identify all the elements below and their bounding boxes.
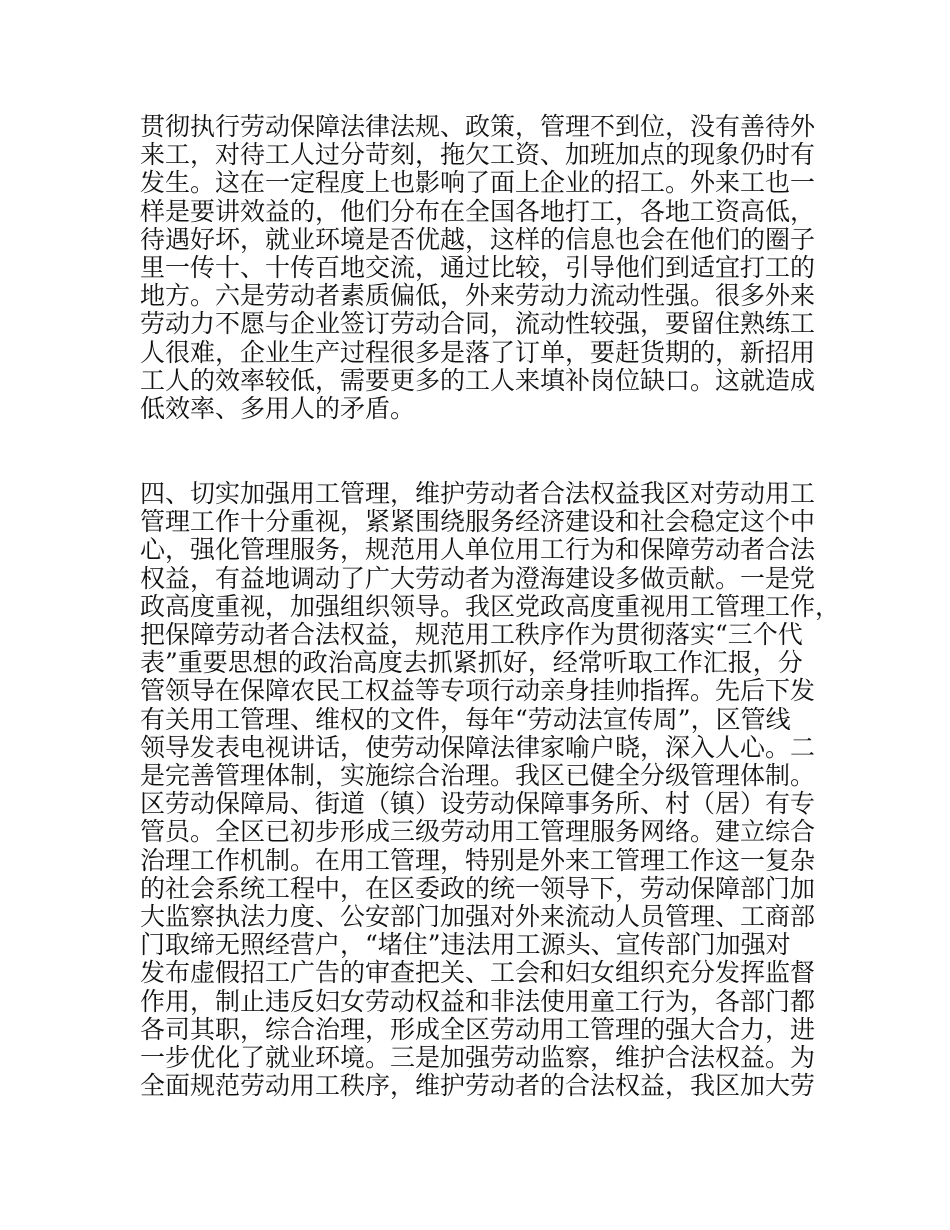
text-line: 四、切实加强用工管理，维护劳动者合法权益我区对劳动用工 (140, 479, 816, 508)
text-line: 劳动力不愿与企业签订劳动合同，流动性较强，要留住熟练工 (140, 309, 816, 339)
text-line: 样是要讲效益的，他们分布在全国各地打工，各地工资高低， (140, 196, 816, 226)
text-line: 治理工作机制。在用工管理，特别是外来工管理工作这一复杂 (140, 845, 816, 875)
text-line: 门取缔无照经营户，“堵住”违法用工源头、宣传部门加强对 (140, 930, 791, 960)
text-line: 全面规范劳动用工秩序，维护劳动者的合法权益，我区加大劳 (140, 1071, 816, 1101)
text-line: 政高度重视，加强组织领导。我区党政高度重视用工管理工作， (140, 591, 841, 621)
text-line: 低效率、多用人的矛盾。 (140, 394, 416, 424)
body-paragraph (140, 479, 841, 1101)
text-line: 管理工作十分重视，紧紧围绕服务经济建设和社会稳定这个中 (140, 507, 816, 537)
text-line: 区劳动保障局、街道（镇）设劳动保障事务所、村（居）有专 (140, 789, 816, 819)
text-line: 一步优化了就业环境。三是加强劳动监察，维护合法权益。为 (140, 1043, 816, 1073)
text-line: 有关用工管理、维权的文件，每年“劳动法宣传周”，区管线 (140, 704, 791, 734)
text-line: 把保障劳动者合法权益，规范用工秩序作为贯彻落实“三个代 (140, 620, 803, 650)
text-line: 权益，有益地调动了广大劳动者为澄海建设多做贡献。一是党 (140, 563, 816, 593)
text-line: 表”重要思想的政治高度去抓紧抓好，经常听取工作汇报，分 (140, 648, 803, 678)
text-line: 作用，制止违反妇女劳动权益和非法使用童工行为，各部门都 (140, 986, 816, 1016)
text-line: 大监察执法力度、公安部门加强对外来流动人员管理、工商部 (140, 902, 816, 932)
text-line: 心，强化管理服务，规范用人单位用工行为和保障劳动者合法 (140, 535, 816, 565)
text-line: 人很难，企业生产过程很多是落了订单，要赶货期的，新招用 (140, 337, 816, 367)
text-line: 管员。全区已初步形成三级劳动用工管理服务网络。建立综合 (140, 817, 816, 847)
text-line: 是完善管理体制，实施综合治理。我区已健全分级管理体制。 (140, 761, 816, 791)
text-line: 待遇好坏，就业环境是否优越，这样的信息也会在他们的圈子 (140, 224, 816, 254)
text-line: 工人的效率较低，需要更多的工人来填补岗位缺口。这就造成 (140, 365, 816, 395)
text-line: 管领导在保障农民工权益等专项行动亲身挂帅指挥。先后下发 (140, 676, 816, 706)
text-line: 各司其职，综合治理，形成全区劳动用工管理的强大合力，进 (140, 1014, 816, 1044)
text-line: 贯彻执行劳动保障法律法规、政策，管理不到位，没有善待外 (140, 112, 816, 141)
text-line: 里一传十、十传百地交流，通过比较，引导他们到适宜打工的 (140, 253, 816, 283)
text-line: 地方。六是劳动者素质偏低，外来劳动力流动性强。很多外来 (140, 281, 816, 311)
text-line: 领导发表电视讲话，使劳动保障法律家喻户晓，深入人心。二 (140, 732, 816, 762)
text-line: 发生。这在一定程度上也影响了面上企业的招工。外来工也一 (140, 168, 816, 198)
text-line: 发布虚假招工广告的审查把关、工会和妇女组织充分发挥监督 (140, 958, 816, 988)
text-line: 来工，对待工人过分苛刻，拖欠工资、加班加点的现象仍时有 (140, 140, 816, 170)
text-line: 的社会系统工程中，在区委政的统一领导下，劳动保障部门加 (140, 873, 816, 903)
body-paragraph (140, 113, 820, 423)
